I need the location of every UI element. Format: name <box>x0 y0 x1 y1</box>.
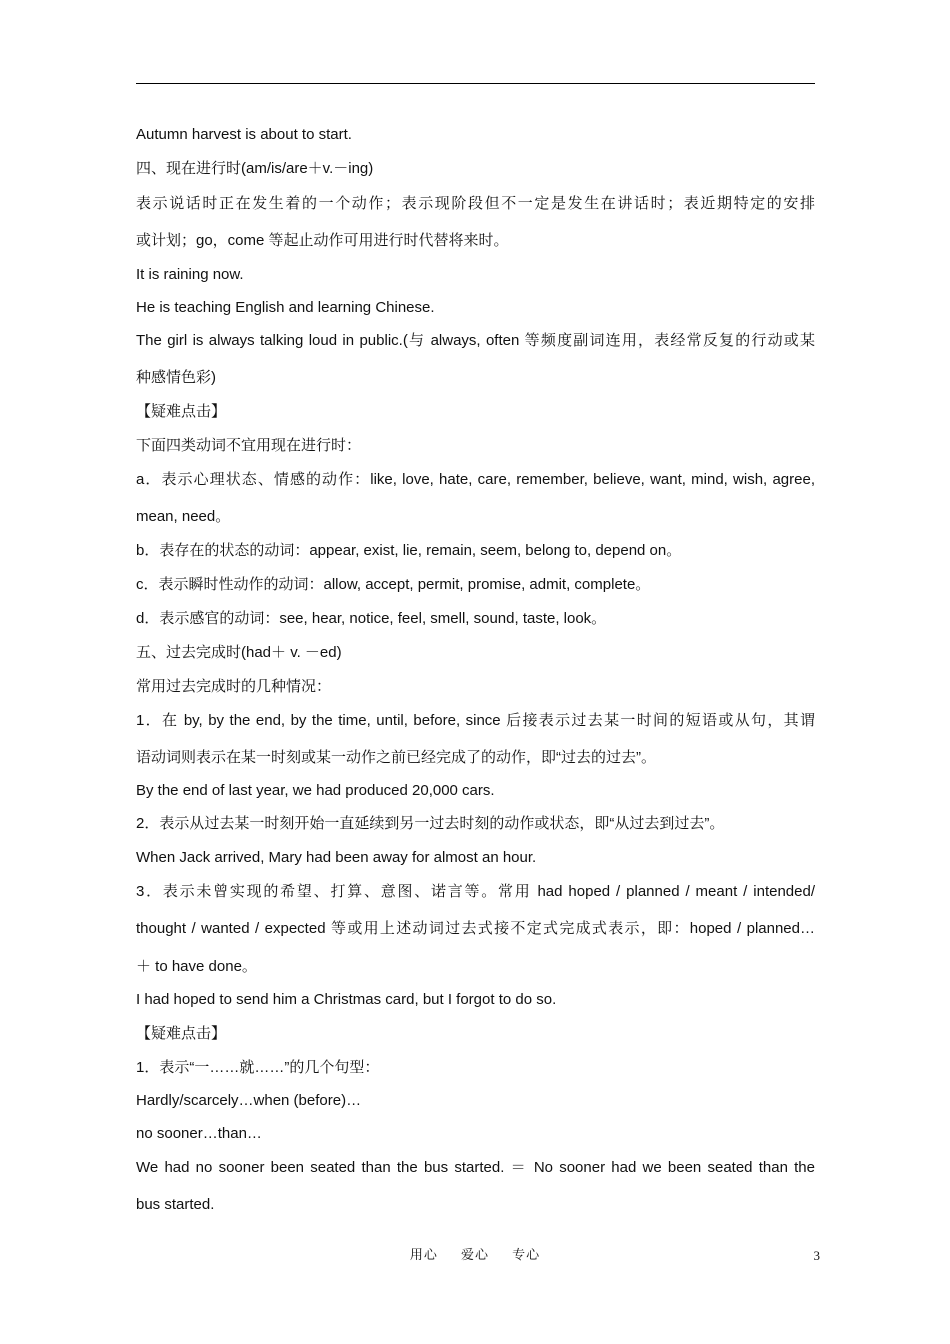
text-line: 表示说话时正在发生着的一个动作；表示现阶段但不一定是发生在讲话时；表近期特定的安排 <box>136 195 815 212</box>
footer-word: 爱心 <box>460 1248 489 1263</box>
text-line: 下面四类动词不宜用现在进行时： <box>136 437 362 454</box>
list-item: c．表示瞬时性动作的动词：allow, accept, permit, promise, admit, complete。 <box>136 576 651 593</box>
section-heading: 五、过去完成时(had＋ v. －ed) <box>136 644 342 661</box>
header-rule <box>136 83 815 84</box>
example-sentence: When Jack arrived, Mary had been away for almost an hour. <box>136 849 537 866</box>
list-item: b．表存在的状态的动词：appear, exist, lie, remain, seem, belong to, depend on。 <box>136 542 682 559</box>
footer-word: 专心 <box>512 1248 541 1263</box>
example-sentence: He is teaching English and learning Chinese. <box>136 299 435 316</box>
text-line: ＋ to have done。 <box>136 958 257 975</box>
text-line: no sooner…than… <box>136 1125 262 1142</box>
example-sentence: I had hoped to send him a Christmas card, but I forgot to do so. <box>136 991 557 1008</box>
list-item: d．表示感官的动词：see, hear, notice, feel, smell, sound, taste, look。 <box>136 610 607 627</box>
example-sentence: By the end of last year, we had produced 20,000 cars. <box>136 782 495 799</box>
subsection-heading: 【疑难点击】 <box>136 1025 227 1042</box>
page-number: 3 <box>813 1248 820 1263</box>
section-heading: 四、现在进行时(am/is/are＋v.－ing) <box>136 160 374 177</box>
list-item: 1．表示“一……就……”的几个句型： <box>136 1059 380 1076</box>
text-line: 或计划；go，come 等起止动作可用进行时代替将来时。 <box>136 232 509 249</box>
text-line: 种感情色彩) <box>136 369 216 386</box>
list-item: 3．表示未曾实现的希望、打算、意图、诺言等。常用 had hoped / planned / meant / intended/ <box>136 883 815 900</box>
text-line: thought / wanted / expected 等或用上述动词过去式接不定式完成式表示，即：hoped / planned… <box>136 920 815 937</box>
subsection-heading: 【疑难点击】 <box>136 403 227 420</box>
text-line: Hardly/scarcely…when (before)… <box>136 1092 362 1109</box>
list-item: 1．在 by, by the end, by the time, until, before, since 后接表示过去某一时间的短语或从句，其谓 <box>136 712 815 729</box>
example-sentence: We had no sooner been seated than the bus started. ＝ No sooner had we been seated than the <box>136 1159 815 1176</box>
example-sentence: The girl is always talking loud in public.(与 always, often 等频度副词连用，表经常反复的行动或某 <box>136 332 815 349</box>
list-item: a．表示心理状态、情感的动作：like, love, hate, care, remember, believe, want, mind, wish, agree, <box>136 471 815 488</box>
footer-word: 用心 <box>409 1248 438 1263</box>
list-item: 2．表示从过去某一时刻开始一直延续到另一过去时刻的动作或状态，即“从过去到过去”。 <box>136 815 725 832</box>
example-sentence: bus started. <box>136 1196 215 1213</box>
example-sentence: It is raining now. <box>136 266 244 283</box>
text-line: 常用过去完成时的几种情况： <box>136 678 332 695</box>
text-line: Autumn harvest is about to start. <box>136 126 352 143</box>
text-line: mean, need。 <box>136 508 231 525</box>
text-line: 语动词则表示在某一时刻或某一动作之前已经完成了的动作，即“过去的过去”。 <box>136 749 656 766</box>
